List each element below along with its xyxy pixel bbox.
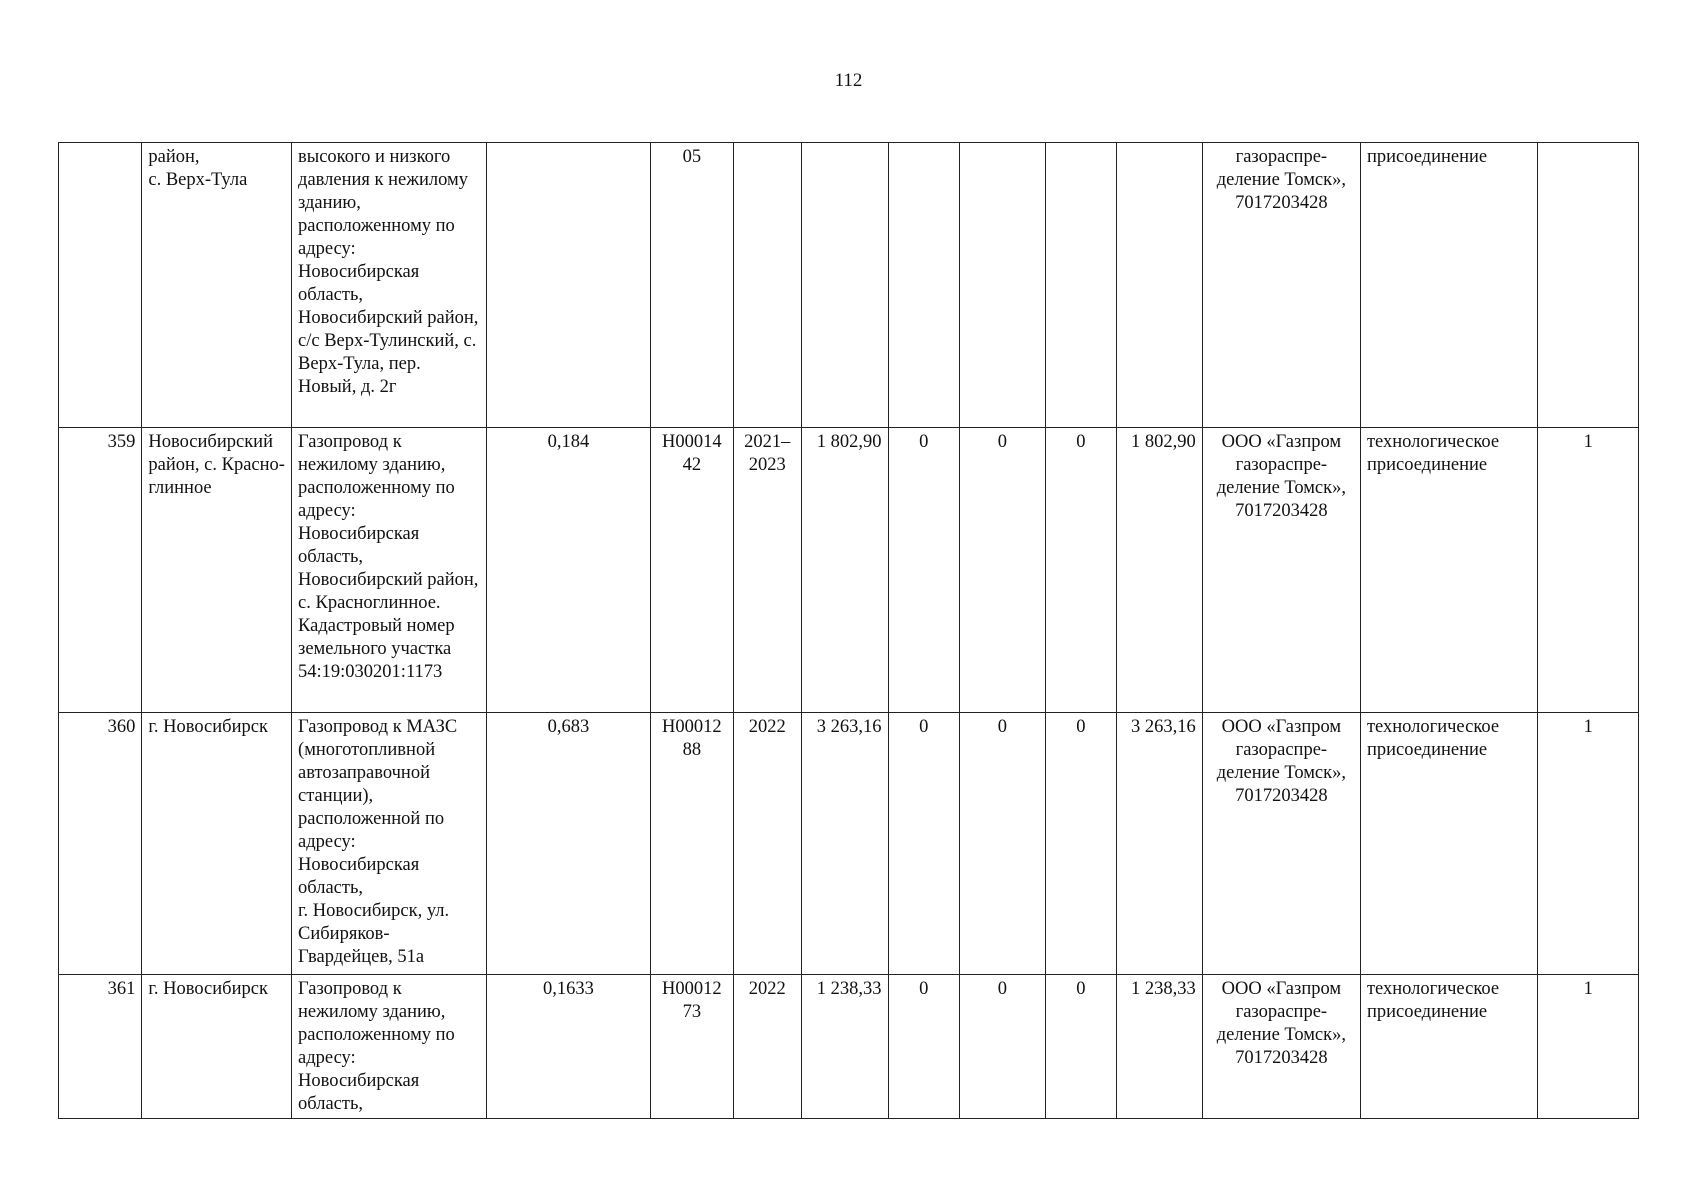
cell-type: технологическое присоединение <box>1360 975 1537 1119</box>
cell-description: Газопровод к нежилому зданию, расположенному по адресу: Новосибирская область, <box>292 975 487 1119</box>
cell-row-number <box>59 143 142 428</box>
cell-value-1: 0 <box>888 975 960 1119</box>
organization-text: ООО «Газпром газораспре- деление Томск», 7017203428 <box>1216 717 1346 806</box>
years-text: 2022 <box>748 979 786 999</box>
code-text: Н00012 88 <box>662 717 722 760</box>
cell-total: 1 802,90 <box>1117 428 1203 713</box>
cell-value-2: 0 <box>960 975 1046 1119</box>
cell-sum: 1 802,90 <box>801 428 888 713</box>
code-text: 05 <box>682 147 702 167</box>
cell-type: присоединение <box>1360 143 1537 428</box>
cell-value-3 <box>1045 143 1117 428</box>
cell-value-1 <box>888 143 960 428</box>
cell-location <box>142 428 292 713</box>
cell-value-3: 0 <box>1045 713 1117 975</box>
cell-location <box>142 143 292 428</box>
cell-row-number: 359 <box>59 428 142 713</box>
cell-total <box>1117 143 1203 428</box>
cell-years <box>733 428 801 713</box>
years-text: 2021– 2023 <box>744 432 791 475</box>
organization-text: ООО «Газпром газораспре- деление Томск», 7017203428 <box>1216 432 1346 521</box>
table-row <box>59 143 1639 428</box>
cell-type: технологическое присоединение <box>1360 713 1537 975</box>
cell-code <box>651 143 733 428</box>
cell-years <box>733 713 801 975</box>
cell-length <box>486 143 651 428</box>
table-row <box>59 428 1639 713</box>
organization-text: ООО «Газпром газораспре- деление Томск», 7017203428 <box>1216 979 1346 1068</box>
cell-row-number: 360 <box>59 713 142 975</box>
cell-value-2 <box>960 143 1046 428</box>
cell-sum: 1 238,33 <box>801 975 888 1119</box>
years-text: 2022 <box>748 717 786 737</box>
cell-organization <box>1202 428 1360 713</box>
cell-value-3: 0 <box>1045 975 1117 1119</box>
cell-sum <box>801 143 888 428</box>
objects-table <box>58 142 1639 1119</box>
cell-organization <box>1202 143 1360 428</box>
cell-code <box>651 713 733 975</box>
cell-code <box>651 975 733 1119</box>
code-text: Н00014 42 <box>662 432 722 475</box>
cell-quantity <box>1538 143 1639 428</box>
table-row <box>59 713 1639 975</box>
cell-value-1: 0 <box>888 428 960 713</box>
cell-value-2: 0 <box>960 428 1046 713</box>
cell-location <box>142 975 292 1119</box>
cell-description: Газопровод к нежилому зданию, расположенному по адресу: Новосибирская область, Новосибирский район, с. Красноглинное. Кадастровый номер земельного участка 54:19:030201:1173 <box>292 428 487 713</box>
cell-organization <box>1202 975 1360 1119</box>
location-text: г. Новосибирск <box>148 717 268 737</box>
table-row <box>59 975 1639 1119</box>
cell-sum: 3 263,16 <box>801 713 888 975</box>
cell-quantity: 1 <box>1538 713 1639 975</box>
location-text: г. Новосибирск <box>148 979 268 999</box>
cell-value-3: 0 <box>1045 428 1117 713</box>
cell-organization <box>1202 713 1360 975</box>
cell-length: 0,1633 <box>486 975 651 1119</box>
cell-total: 1 238,33 <box>1117 975 1203 1119</box>
code-text: Н00012 73 <box>662 979 722 1022</box>
location-text: район, с. Верх-Тула <box>148 147 248 190</box>
cell-value-1: 0 <box>888 713 960 975</box>
cell-quantity: 1 <box>1538 975 1639 1119</box>
cell-description <box>292 713 487 975</box>
cell-length: 0,184 <box>486 428 651 713</box>
description-text: Газопровод к МАЗС (многотопливной автозаправочной станции), расположенной по адресу: Новосибирская область, г. Новосибирск, ул. Сибиряков-Гвардейцев, 51а <box>298 717 458 967</box>
cell-quantity: 1 <box>1538 428 1639 713</box>
cell-years <box>733 975 801 1119</box>
cell-code <box>651 428 733 713</box>
cell-row-number: 361 <box>59 975 142 1119</box>
cell-value-2: 0 <box>960 713 1046 975</box>
cell-description: высокого и низкого давления к нежилому зданию, расположенному по адресу: Новосибирская область, Новосибирский район, с/с Верх-Тулинский, с. Верх-Тула, пер. Новый, д. 2г <box>292 143 487 428</box>
cell-total: 3 263,16 <box>1117 713 1203 975</box>
page-number: 112 <box>834 70 863 91</box>
location-text: Новосибирский район, с. Красно- глинное <box>148 432 285 498</box>
cell-length: 0,683 <box>486 713 651 975</box>
cell-location <box>142 713 292 975</box>
cell-years <box>733 143 801 428</box>
cell-type: технологическое присоединение <box>1360 428 1537 713</box>
organization-text: газораспре- деление Томск», 7017203428 <box>1216 147 1346 213</box>
